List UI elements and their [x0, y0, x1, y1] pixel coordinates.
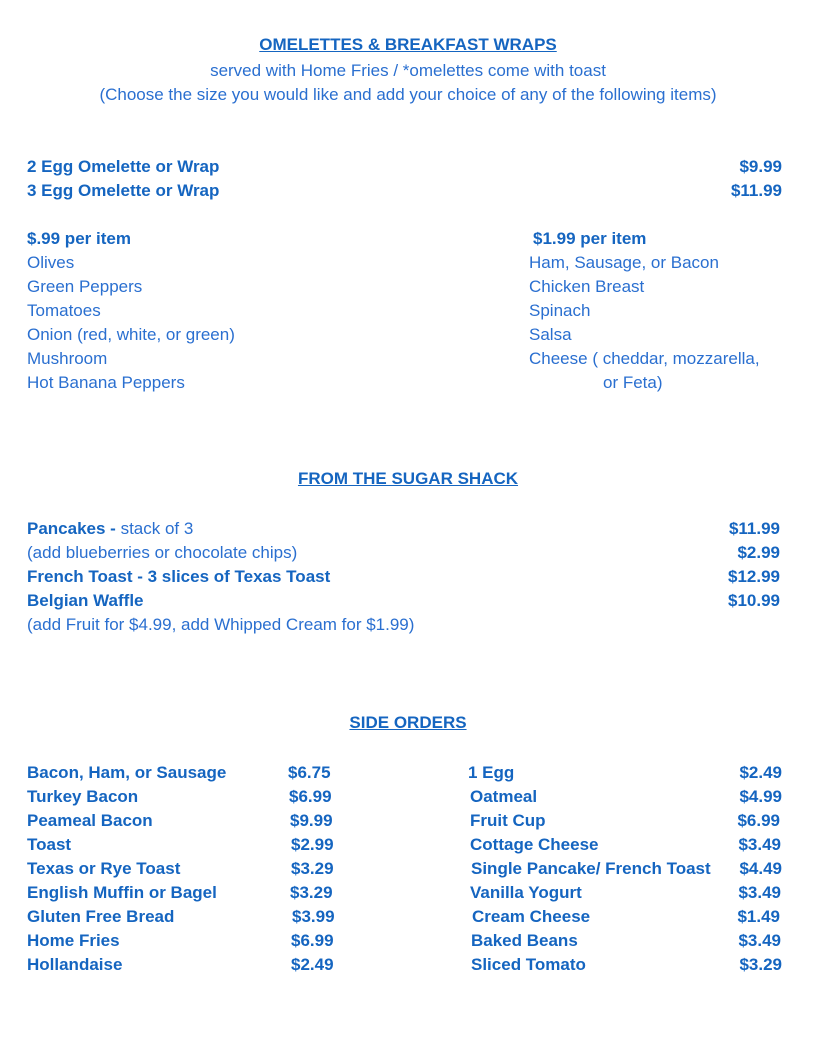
waffle-name: Belgian Waffle [27, 591, 144, 610]
sugar-shack-heading: FROM THE SUGAR SHACK [297, 469, 519, 488]
side-item-price: $3.49 [738, 883, 781, 902]
waffle-note: (add Fruit for $4.99, add Whipped Cream for $1.99) [27, 615, 415, 634]
side-item-price: $3.49 [738, 931, 781, 950]
left-addon-item: Mushroom [27, 349, 108, 368]
size-3egg-name: 3 Egg Omelette or Wrap [27, 181, 220, 200]
side-item-name: Home Fries [27, 931, 120, 950]
side-item-price: $3.29 [291, 859, 334, 878]
size-2egg-price: $9.99 [739, 157, 782, 176]
left-addon-header: $.99 per item [27, 229, 131, 248]
side-item-price: $3.99 [292, 907, 335, 926]
size-3egg-price: $11.99 [730, 181, 782, 200]
side-item-name: Cottage Cheese [470, 835, 599, 854]
right-addon-item: Cheese ( cheddar, mozzarella, [529, 349, 760, 368]
side-item-price: $3.49 [738, 835, 781, 854]
side-item-name: Bacon, Ham, or Sausage [27, 763, 227, 782]
side-item-name: Baked Beans [471, 931, 578, 950]
side-item-price: $3.29 [739, 955, 782, 974]
side-item-price: $2.49 [739, 763, 782, 782]
size-2egg-name: 2 Egg Omelette or Wrap [27, 157, 220, 176]
side-item-name: Toast [27, 835, 72, 854]
left-addon-item: Olives [27, 253, 75, 272]
pancakes-price: $11.99 [728, 519, 780, 538]
omelettes-note: (Choose the size you would like and add your choice of any of the following items) [99, 85, 717, 104]
side-item-price: $2.49 [291, 955, 334, 974]
side-item-price: $2.99 [291, 835, 334, 854]
side-item-name: Peameal Bacon [27, 811, 153, 830]
waffle-price: $10.99 [728, 591, 780, 610]
side-item-price: $1.49 [737, 907, 780, 926]
side-item-name: Gluten Free Bread [27, 907, 175, 926]
omelettes-subtitle: served with Home Fries / *omelettes come with toast [210, 61, 606, 80]
right-addon-header: $1.99 per item [533, 229, 647, 248]
side-item-name: Single Pancake/ French Toast [471, 859, 711, 878]
left-addon-item: Hot Banana Peppers [27, 373, 185, 392]
side-item-name: Oatmeal [470, 787, 538, 806]
side-item-name: Sliced Tomato [471, 955, 586, 974]
side-item-name: 1 Egg [468, 763, 515, 782]
left-addon-item: Green Peppers [27, 277, 143, 296]
pancakes-desc: stack of 3 [120, 519, 194, 538]
side-item-price: $9.99 [290, 811, 333, 830]
omelettes-heading: OMELETTES & BREAKFAST WRAPS [259, 35, 557, 54]
side-orders-heading: SIDE ORDERS [349, 713, 467, 732]
side-item-name: Turkey Bacon [27, 787, 139, 806]
left-addon-item: Onion (red, white, or green) [27, 325, 235, 344]
side-item-price: $4.49 [739, 859, 782, 878]
side-item-name: Hollandaise [27, 955, 123, 974]
side-item-name: English Muffin or Bagel [27, 883, 217, 902]
side-item-name: Vanilla Yogurt [470, 883, 582, 902]
french-toast-name: French Toast - 3 slices of Texas Toast [27, 567, 331, 586]
side-item-price: $4.99 [739, 787, 782, 806]
side-item-name: Cream Cheese [472, 907, 591, 926]
pancakes-addon-price: $2.99 [737, 543, 780, 562]
side-item-price: $6.99 [289, 787, 332, 806]
side-item-price: $6.99 [737, 811, 780, 830]
right-addon-item: Ham, Sausage, or Bacon [529, 253, 719, 272]
side-item-name: Fruit Cup [470, 811, 546, 830]
right-addon-item: Salsa [529, 325, 572, 344]
side-item-name: Texas or Rye Toast [27, 859, 181, 878]
pancakes-name: Pancakes - [27, 519, 116, 538]
french-toast-price: $12.99 [728, 567, 780, 586]
side-item-price: $3.29 [290, 883, 333, 902]
pancakes-line [27, 518, 193, 540]
side-item-price: $6.75 [288, 763, 331, 782]
left-addon-item: Tomatoes [27, 301, 101, 320]
right-addon-item: Chicken Breast [529, 277, 645, 296]
right-addon-item: or Feta) [603, 373, 663, 392]
pancakes-addon-desc: (add blueberries or chocolate chips) [27, 543, 298, 562]
right-addon-item: Spinach [529, 301, 591, 320]
side-item-price: $6.99 [291, 931, 334, 950]
